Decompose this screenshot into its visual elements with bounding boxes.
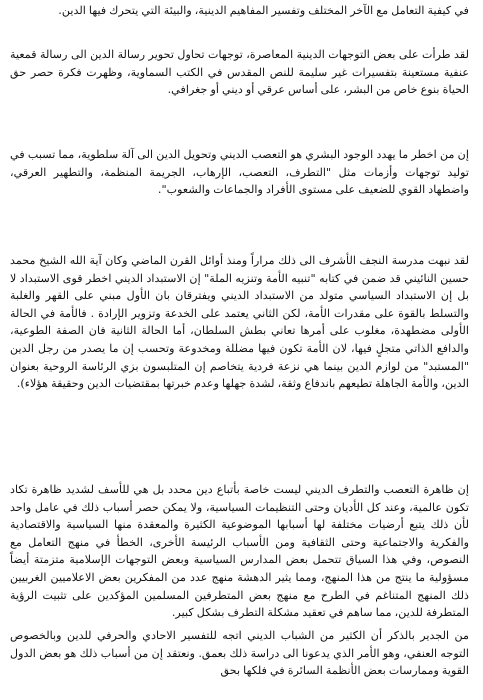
- paragraph-6: من الجدير بالذكر أن الكثير من الشباب الديني اتجه للتفسير الاحادي والحرفي للدين وبالخصوص التوجه العنفي، وهو الأمر الذي يدعونا الى دراسة ذلك بعمق. ونعتقد إن من أسباب ذلك هو بعض الدول القوية وممارسات بعض الأنظمة السائرة في فلكها بحق: [10, 629, 469, 678]
- paragraph-5: إن ظاهرة التعصب والتطرف الديني ليست خاصة بأتباع دين محدد بل هي للأسف لشديد ظاهرة تكاد تكون عالمية، وعند كل الأديان وحتى التنظيمات السياسية، ولا يمكن حصر أسباب ذلك في عامل واحد لأن ذلك يتبع أرضيات مختلفة لها أسبابها الموضوعية الكثيرة والمعقدة منها السياسية والاقتصادية والفكرية والاجتماعية وحتى الثقافية ومن الأسباب الرئيسة الأخرى، الخطأ في منهج التعامل مع النصوص، وفي هذا السياق تتحمل بعض المدارس السياسية وبعض التوجهات الإسلامية متزمتة أيضاً مسؤولية ما ينتج من هذا المنهج، ومما يثير الدهشة منهج عدد من المفكرين بعض الاعلاميين الغربيين ذلك المنهج المتناغم في الطرح مع منهج بعض المتطرفين المسلمين المؤكدين على تثبيت الرؤية المتطرفة للدين، مما ساهم في تعقيد مشكلة التطرف بشكل كبير.: [10, 483, 469, 620]
- paragraph-3: إن من اخطر ما يهدد الوجود البشري هو التعصب الديني وتحويل الدين الى آلة سلطوية، مما تسبب في توليد توجهات وأزمات مثل "التطرف، التعصب، الإرهاب، الجريمة المنظمة، والتطهير العرقي، واضطهاد القوي للضعيف على مستوى الأفراد والجماعات والشعوب".: [10, 148, 469, 197]
- paragraph-1: في كيفية التعامل مع الآخر المختلف وتفسير المفاهيم الدينية، والبيئة التي يتحرك فيها الدين.: [58, 4, 469, 17]
- paragraph-4: لقد نبهت مدرسة النجف الأشرف الى ذلك مراراً ومنذ أوائل القرن الماضي وكان آية الله الشيخ محمد حسين النائيني قد ضمن في كتابه "تنبيه الأمة وتنزيه الملة" إن الاستبداد الديني اخطر قوى الاستبداد لا بل إن الاستبداد السياسي متولد من الاستبداد الديني ويفترقان بان الأول مبني على القهر والغلبة والتسلط بالقوة على مقدرات الأمة، لكن الثاني يعتمد على الخدعة وتزوير الإرادة . فالأمة في الحالة الأولى مضطهدة، مغلوب على أمرها تعاني بطش السلطان، أما الحالة الثانية فان الصفة الطوعية، والدافع الذاتي متجلٍ فيها، لان الأمة تكون فيها مضللة ومخدوعة وتحسب إن ما يصدر من رجل الدين "المستبد" من لوازم الدين بينما هي نزعة فردية يتخاصم إن المتلبسون بزي الرئاسة الروحية بعنوان الدين، والأمة الجاهلة تطيعهم باندفاع وثقة، لشدة جهلها وعدم خبرتها بمقتضيات الدين وحقيقة هؤلاء).: [10, 254, 469, 391]
- paragraph-2: لقد طرأت على بعض التوجهات الدينية المعاصرة، توجهات تحاول تحوير رسالة الدين الى رسالة قمعية عنفية مستعينة بتفسيرات غير سليمة للنص المقدس في الكتب السماوية، وظهرت فكرة حصر حق الحياة بنوع خاص من البشر، على أساس عرقي أو ديني أو جغرافي.: [10, 48, 469, 97]
